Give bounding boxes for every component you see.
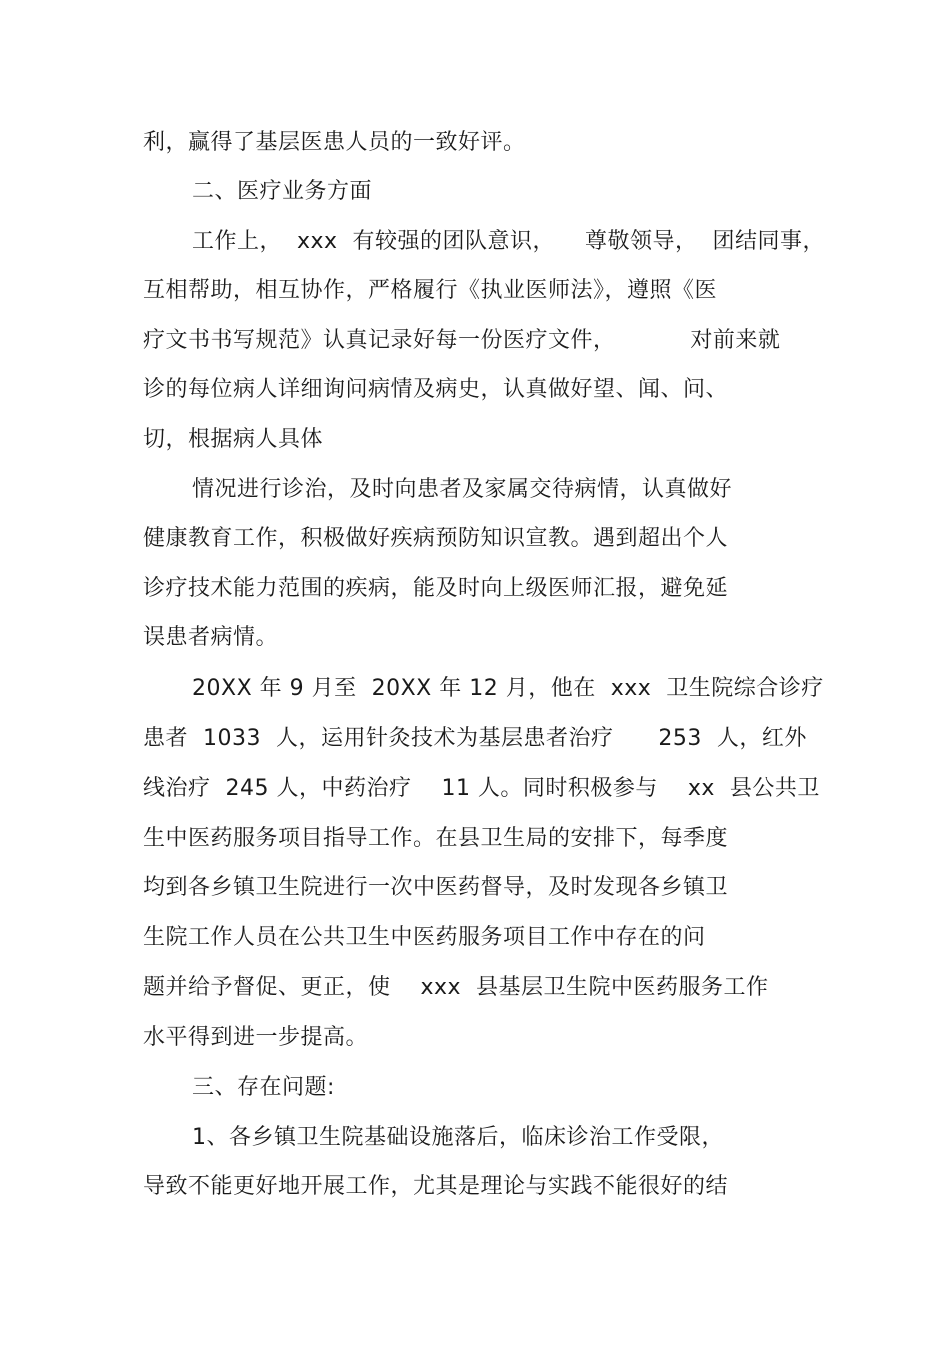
- text-line: 情况进行诊治，及时向患者及家属交待病情，认真做好: [192, 477, 733, 502]
- text-line: 工作上， xxx 有较强的团队意识， 尊敬领导， 团结同事，: [192, 229, 825, 254]
- text-line: 患者 1033 人，运用针灸技术为基层患者治疗 253 人，红外: [143, 726, 807, 751]
- text-line: 均到各乡镇卫生院进行一次中医药督导，及时发现各乡镇卫: [143, 875, 729, 900]
- text-line: 诊的每位病人详细询问病情及病史，认真做好望、闻、问、: [143, 377, 729, 402]
- text-line: 利，赢得了基层医患人员的一致好评。: [143, 130, 526, 155]
- text-line: 诊疗技术能力范围的疾病，能及时向上级医师汇报，避免延: [143, 576, 729, 601]
- text-line: 互相帮助，相互协作，严格履行《执业医师法》，遵照《医: [143, 278, 718, 303]
- text-line: 20XX 年 9 月至 20XX 年 12 月，他在 xxx 卫生院综合诊疗: [192, 676, 824, 701]
- section-heading: 三、存在问题:: [192, 1075, 335, 1100]
- text-line: 题并给予督促、更正，使 xxx 县基层卫生院中医药服务工作: [143, 975, 769, 1000]
- text-line: 生中医药服务项目指导工作。在县卫生局的安排下，每季度: [143, 826, 729, 851]
- text-line: 疗文书书写规范》认真记录好每一份医疗文件， 对前来就: [143, 328, 781, 353]
- text-line: 水平得到进一步提高。: [143, 1025, 369, 1050]
- text-line: 生院工作人员在公共卫生中医药服务项目工作中存在的问: [143, 925, 706, 950]
- text-line: 线治疗 245 人，中药治疗 11 人。同时积极参与 xx 县公共卫: [143, 776, 820, 801]
- section-heading: 二、医疗业务方面: [192, 179, 373, 204]
- text-line: 误患者病情。: [143, 625, 279, 650]
- text-line: 切，根据病人具体: [143, 427, 324, 452]
- text-line: 1、各乡镇卫生院基础设施落后，临床诊治工作受限，: [192, 1125, 724, 1150]
- text-line: 导致不能更好地开展工作，尤其是理论与实践不能很好的结: [143, 1174, 729, 1199]
- text-line: 健康教育工作，积极做好疾病预防知识宣教。遇到超出个人: [143, 526, 729, 551]
